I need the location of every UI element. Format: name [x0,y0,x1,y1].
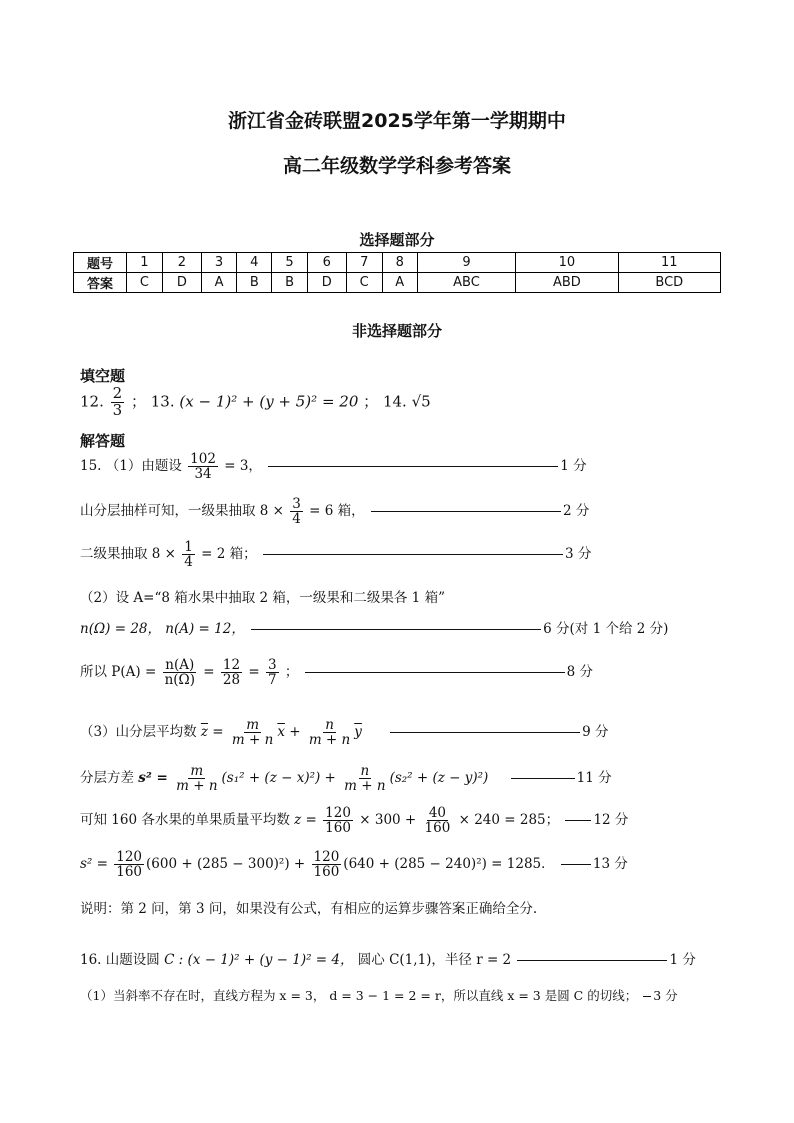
score-leader [517,960,667,961]
score-leader [263,554,563,555]
score: 1 分 [669,952,696,968]
score: 13 分 [592,856,628,873]
frac-num: 120 [313,849,340,865]
q15-l1-tail: = 3， [224,458,262,475]
fraction [312,850,342,879]
fill-answers [80,386,431,419]
fraction [290,497,303,526]
frac-num: 12 [222,657,241,673]
mean-z: $\overline{z}$ [200,724,209,741]
q15-l9-mid: × 300 + [359,812,417,829]
score: 1 分 [560,458,587,475]
frac-num: 3 [292,496,301,512]
score: 9 分 [582,724,609,741]
q15-line7: （3）山分层平均数 $\overline{z}$ = $\frac{m}{m + n}$ $\overline{x}$ + $\frac{n}{m + n}$ $\overline{y}$ 9 分 [80,717,609,749]
q15-line10 [80,850,628,879]
score: 3 分 [653,988,678,1003]
question-number: 2 [162,253,201,273]
answer-cell: D [307,273,346,293]
question-number: 10 [516,253,618,273]
q15-l3-tail: = 2 箱； [201,546,257,563]
q15-l3-text: 二级果抽取 8 × [80,546,176,563]
fraction [174,764,219,793]
frac-num: 3 [267,657,277,673]
mean-z: z = [294,812,317,829]
answer-cell: D [162,273,201,293]
frac-den: 160 [313,864,340,881]
q15-l9-tail: × 240 = 285； [458,812,560,829]
q15-l8-text: 分层方差 [80,770,134,787]
q12-label: 12. [80,392,104,411]
score-leader [643,996,651,997]
q15-l6-text: 所以 P(A) = [80,664,157,681]
question-number-row [74,253,721,273]
fraction [188,452,218,481]
question-number: 11 [618,253,720,273]
q16-l2-text: （1）当斜率不存在时，直线方程为 x = 3， d = 3 − 1 = 2 = r，所以直线 x = 3 是圆 C 的切线； [80,988,638,1003]
answer-cell: B [237,273,272,293]
fraction [307,718,352,747]
question-number: 1 [127,253,163,273]
answer-cell: C [127,273,163,293]
frac-den: 4 [292,511,301,528]
separator: ； [363,392,379,411]
q15-line4: （2）设 A=“8 箱水果中抽取 2 箱，一级果和二级果各 1 箱” [80,590,445,606]
frac-den: 28 [222,672,241,689]
answer-table [73,252,721,293]
answer-cell: BCD [618,273,720,293]
mean-x: $\overline{x}$ [277,724,285,741]
doc-title-line1: 浙江省金砖联盟2025学年第一学期期中 [228,110,566,132]
q14-label: 14. [382,392,407,411]
question-number: 6 [307,253,346,273]
fraction [342,764,387,793]
score: 6 分(对 1 个给 2 分) [543,621,669,637]
q15-l2-text: 山分层抽样可知，一级果抽取 8 × [80,503,284,520]
q15-l7-text: （3）山分层平均数 [80,724,197,741]
score: 12 分 [593,812,629,829]
q13-label: 13. [150,392,175,411]
q12-fraction [111,386,125,419]
frac-den: m + n [308,732,351,749]
question-number: 7 [346,253,382,273]
frac-den: 160 [424,820,451,837]
frac-den: 160 [116,864,143,881]
fill-blank-heading: 填空题 [80,367,126,385]
question-number: 4 [237,253,272,273]
score-leader [511,778,575,779]
question-number: 9 [417,253,515,273]
q15-note: 说明：第 2 问，第 3 问，如果没有公式，有相应的运算步骤答案正确给全分. [80,901,538,917]
score-leader [390,732,580,733]
doc-title-line2: 高二年级数学学科参考答案 [282,155,511,177]
score-leader [561,864,591,865]
fraction [230,718,275,747]
row-label-answer: 答案 [74,273,127,293]
frac-num: 40 [428,805,447,821]
score-leader [305,672,565,673]
q16-circle-equation: C : (x − 1)² + (y − 1)² = 4， [164,952,354,968]
score-leader [251,629,541,630]
frac-num: m [190,763,204,779]
q12-num: 2 [112,384,123,402]
q15-l1-text: 15. （1）由题设 [80,458,182,475]
mean-y: $\overline{y}$ [354,724,362,741]
question-number: 8 [382,253,417,273]
fraction [114,850,144,879]
q16-line1 [80,948,696,968]
question-number: 5 [272,253,307,273]
score: 11 分 [576,770,612,787]
solve-heading: 解答题 [80,432,126,450]
q15-line6: 所以 P(A) = $\frac{n(A)}{n(\Omega)}$ = $\frac{12}{28}$ = $\frac{3}{7}$ ； 8 分 [80,657,594,689]
frac-num: 102 [190,451,216,467]
answer-cell: B [272,273,307,293]
frac-den: n(Ω) [164,672,195,689]
score-leader [268,466,558,467]
q16-line2 [80,986,678,1004]
q15-l10-term1: (600 + (285 − 300)²) + [146,856,306,873]
score-leader [565,820,591,821]
score-leader [371,511,561,512]
score: 8 分 [566,664,594,681]
frac-den: 34 [194,466,212,483]
answer-cell: ABC [417,273,515,293]
variance-term1: (s₁² + (z − x)²) [221,770,321,787]
separator: ； [130,392,146,411]
q16-center-radius: 圆心 C(1,1)，半径 r = 2 [357,952,512,968]
fraction [323,806,353,835]
answer-cell: A [201,273,236,293]
q15-l10-term2: (640 + (285 − 240)²) = 1285． [343,856,555,873]
fraction [423,806,453,835]
frac-den: m + n [176,778,218,795]
fraction [182,540,195,569]
q15-l2-tail: = 6 箱， [309,503,365,520]
answer-cell: C [346,273,382,293]
q12-den: 3 [112,400,123,419]
frac-den: 7 [267,672,277,689]
frac-den: 4 [184,554,193,571]
frac-den: 160 [325,820,351,837]
frac-den: m + n [231,732,274,749]
choice-section-heading: 选择题部分 [359,231,435,249]
q15-line3 [80,540,591,569]
nonchoice-section-heading: 非选择题部分 [351,322,442,340]
frac-num: 1 [184,539,193,555]
question-number: 3 [201,253,236,273]
q15-line9 [80,806,628,835]
answer-row [74,273,721,293]
score: 3 分 [564,546,592,563]
q15-line2 [80,497,589,526]
frac-num: 120 [116,849,143,865]
frac-num: n(A) [165,657,195,673]
variance-symbol: s² = [80,856,108,873]
q16-l1-text: 16. 山题设圆 [80,952,160,968]
q15-l5-expression: n(Ω) = 28， n(A) = 12， [80,621,245,637]
q15-l9-text: 可知 160 各水果的单果质量平均数 [80,812,290,829]
q15-line1 [80,452,587,481]
frac-den: m + n [344,778,386,795]
q14-expression: √5 [411,392,431,411]
frac-num: 120 [325,805,351,821]
answer-cell: A [382,273,417,293]
q15-line5 [80,617,668,637]
fraction [163,658,197,687]
frac-num: n [360,763,370,779]
frac-num: m [246,717,260,733]
fraction [266,658,279,687]
variance-term2: (s₂² + (z − y)²) [389,770,489,787]
fraction [221,658,242,687]
row-label-question: 题号 [74,253,127,273]
variance-symbol: s² = [138,770,168,787]
score: 2 分 [562,503,590,520]
q13-expression: (x − 1)² + (y + 5)² = 20 [179,392,359,411]
frac-num: n [325,717,334,733]
q15-line8: 分层方差 s² = $\frac{m}{m + n}$ (s₁² + (z − x)²) + $\frac{n}{m + n}$ (s₂² + (z − y)²) 11 分 [80,763,612,795]
q15-l6-tail: ； [284,664,299,681]
answer-cell: ABD [516,273,618,293]
